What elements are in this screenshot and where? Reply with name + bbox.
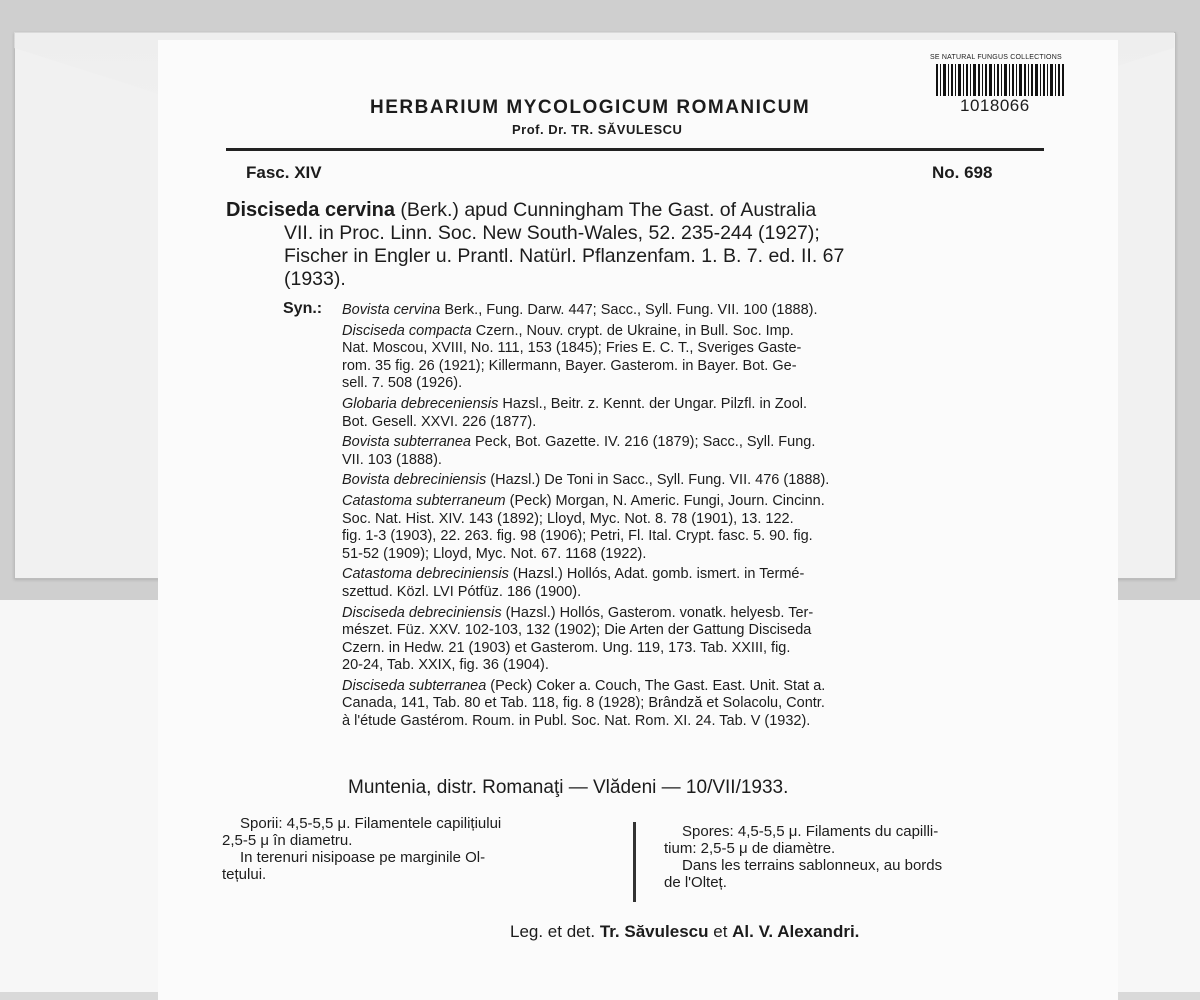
synonym-line bbox=[342, 414, 1048, 432]
main-reference-line: VII. in Proc. Linn. Soc. New South-Wales, 52. 235-244 (1927); bbox=[284, 222, 820, 244]
herbarium-title: HERBARIUM MYCOLOGICUM ROMANICUM bbox=[370, 97, 811, 118]
barcode-icon bbox=[936, 64, 1064, 96]
synonym-line bbox=[342, 434, 1048, 452]
species-name: Disciseda cervina bbox=[226, 199, 395, 221]
collector-line bbox=[510, 922, 859, 942]
synonym-entry bbox=[342, 566, 1048, 601]
main-reference-line: Fischer in Engler u. Prantl. Natürl. Pflanzenfam. 1. B. 7. ed. II. 67 bbox=[284, 245, 845, 267]
collector-name-2: Al. V. Alexandri. bbox=[732, 922, 860, 941]
main-reference-line bbox=[226, 199, 1046, 222]
text-line: de l'Olteț. bbox=[664, 874, 727, 891]
synonym-name: Globaria debreceniensis bbox=[342, 395, 499, 412]
collector-prefix: Leg. et det. bbox=[510, 922, 596, 941]
synonym-line bbox=[342, 396, 1048, 414]
synonym-line bbox=[342, 713, 1048, 731]
synonym-citation: (Hazsl.) Hollós, Adat. gomb. ismert. in Termé- bbox=[508, 566, 805, 583]
synonym-citation: fig. 1-3 (1903), 22. 263. fig. 98 (1906); Petri, Fl. Ital. Crypt. fasc. 5. 90. fig. bbox=[342, 528, 813, 545]
text-line: In terenuri nisipoase pe marginile Ol- bbox=[240, 849, 486, 866]
synonym-name: Catastoma debreciniensis bbox=[342, 566, 509, 583]
synonym-line bbox=[342, 452, 1048, 470]
synonym-line bbox=[342, 358, 1048, 376]
synonym-line bbox=[342, 472, 1048, 490]
french-habitat bbox=[664, 857, 1076, 891]
synonym-line bbox=[342, 695, 1048, 713]
synonym-line bbox=[342, 493, 1048, 511]
collector-name-1: Tr. Săvulescu bbox=[599, 922, 709, 941]
synonym-entry bbox=[342, 396, 1048, 431]
barcode-caption: SE NATURAL FUNGUS COLLECTIONS bbox=[930, 54, 1062, 61]
synonym-entry bbox=[342, 678, 1048, 731]
french-description bbox=[664, 823, 1076, 891]
synonym-citation: Bot. Gesell. XXVI. 226 (1877). bbox=[342, 413, 537, 430]
synonym-line bbox=[342, 375, 1048, 393]
synonym-line bbox=[342, 584, 1048, 602]
synonym-name: Disciseda subterranea bbox=[342, 677, 487, 694]
main-reference-text: (Berk.) apud Cunningham The Gast. of Australia bbox=[395, 199, 817, 221]
synonym-citation: Soc. Nat. Hist. XIV. 143 (1892); Lloyd, Myc. Not. 8. 78 (1901), 13. 122. bbox=[342, 510, 794, 527]
romanian-description bbox=[222, 815, 606, 883]
synonym-line bbox=[342, 657, 1048, 675]
romanian-habitat bbox=[222, 849, 606, 883]
synonym-citation: Czern. in Hedw. 21 (1903) et Gasterom. Ung. 119, 173. Tab. XXIII, fig. bbox=[342, 639, 791, 656]
text-line: Spores: 4,5-5,5 μ. Filaments du capilli- bbox=[682, 823, 939, 840]
synonyms-list bbox=[342, 302, 1048, 734]
synonym-name: Disciseda compacta bbox=[342, 322, 472, 339]
column-divider bbox=[633, 822, 636, 902]
synonym-citation: (Peck) Morgan, N. Americ. Fungi, Journ. Cincinn. bbox=[505, 492, 825, 509]
synonym-entry bbox=[342, 302, 1048, 320]
synonym-line bbox=[342, 528, 1048, 546]
text-line: tium: 2,5-5 μ de diamètre. bbox=[664, 840, 836, 857]
synonym-line bbox=[342, 546, 1048, 564]
synonym-citation: sell. 7. 508 (1926). bbox=[342, 375, 463, 392]
synonym-citation: Nat. Moscou, XVIII, No. 111, 153 (1845); Fries E. C. T., Sveriges Gaste- bbox=[342, 340, 802, 357]
synonym-line bbox=[342, 340, 1048, 358]
synonym-entry bbox=[342, 434, 1048, 469]
specimen-number: No. 698 bbox=[932, 163, 993, 182]
synonym-citation: Hazsl., Beitr. z. Kennt. der Ungar. Pilzfl. in Zool. bbox=[498, 395, 808, 412]
romanian-spores bbox=[222, 815, 606, 849]
collector-joiner: et bbox=[713, 922, 728, 941]
synonym-entry bbox=[342, 493, 1048, 563]
synonym-name: Bovista cervina bbox=[342, 302, 441, 318]
synonym-line bbox=[342, 622, 1048, 640]
main-reference bbox=[226, 199, 1046, 291]
synonym-citation: (Hazsl.) De Toni in Sacc., Syll. Fung. VII. 476 (1888). bbox=[486, 472, 830, 489]
locality: Muntenia, distr. Romanaţi — Vlădeni — 10/VII/1933. bbox=[348, 777, 789, 798]
synonym-entry bbox=[342, 605, 1048, 675]
text-line: Sporii: 4,5-5,5 μ. Filamentele capilițiului bbox=[240, 815, 502, 832]
synonym-citation: Berk., Fung. Darw. 447; Sacc., Syll. Fung. VII. 100 (1888). bbox=[440, 302, 818, 318]
synonym-name: Bovista subterranea bbox=[342, 434, 471, 451]
synonym-name: Bovista debreciniensis bbox=[342, 472, 487, 489]
synonym-line bbox=[342, 566, 1048, 584]
fascicle-label: Fasc. XIV bbox=[246, 163, 322, 182]
text-line: tețului. bbox=[222, 866, 267, 883]
synonym-citation: Peck, Bot. Gazette. IV. 216 (1879); Sacc., Syll. Fung. bbox=[470, 434, 816, 451]
synonym-line bbox=[342, 678, 1048, 696]
synonym-citation: Canada, 141, Tab. 80 et Tab. 118, fig. 8 (1928); Brândză et Solacolu, Contr. bbox=[342, 695, 825, 712]
synonym-name: Catastoma subterraneum bbox=[342, 492, 506, 509]
synonym-citation: mészet. Füz. XXV. 102-103, 132 (1902); Die Arten der Gattung Disciseda bbox=[342, 622, 812, 639]
synonyms-label: Syn.: bbox=[283, 300, 323, 317]
synonym-line bbox=[342, 605, 1048, 623]
synonym-line bbox=[342, 511, 1048, 529]
text-line: 2,5-5 μ în diametru. bbox=[222, 832, 353, 849]
synonym-citation: (Peck) Coker a. Couch, The Gast. East. Unit. Stat a. bbox=[486, 677, 826, 694]
header-rule bbox=[226, 148, 1044, 151]
synonym-line bbox=[342, 640, 1048, 658]
main-reference-line: (1933). bbox=[284, 268, 346, 290]
synonym-entry bbox=[342, 323, 1048, 393]
synonym-line bbox=[342, 323, 1048, 341]
synonym-citation: Czern., Nouv. crypt. de Ukraine, in Bull. Soc. Imp. bbox=[471, 322, 794, 339]
synonym-citation: à l'étude Gastérom. Roum. in Publ. Soc. Nat. Rom. XI. 24. Tab. V (1932). bbox=[342, 713, 811, 730]
synonym-citation: szettud. Közl. LVI Pótfüz. 186 (1900). bbox=[342, 583, 582, 600]
synonym-citation: 51-52 (1909); Lloyd, Myc. Not. 67. 1168 (1922). bbox=[342, 545, 647, 562]
synonym-name: Disciseda debreciniensis bbox=[342, 604, 502, 621]
french-spores bbox=[664, 823, 1076, 857]
barcode-sticker bbox=[928, 52, 1074, 118]
synonym-citation: rom. 35 fig. 26 (1921); Killermann, Bayer. Gasterom. in Bayer. Bot. Ge- bbox=[342, 357, 797, 374]
synonym-line bbox=[342, 302, 1048, 320]
text-line: Dans les terrains sablonneux, au bords bbox=[682, 857, 943, 874]
barcode-number: 1018066 bbox=[960, 96, 1030, 115]
synonym-entry bbox=[342, 472, 1048, 490]
synonym-citation: (Hazsl.) Hollós, Gasterom. vonatk. helyesb. Ter- bbox=[501, 604, 814, 621]
synonym-citation: VII. 103 (1888). bbox=[342, 451, 442, 468]
herbarium-subtitle: Prof. Dr. TR. SĂVULESCU bbox=[512, 122, 683, 137]
synonym-citation: 20-24, Tab. XXIX, fig. 36 (1904). bbox=[342, 657, 549, 674]
